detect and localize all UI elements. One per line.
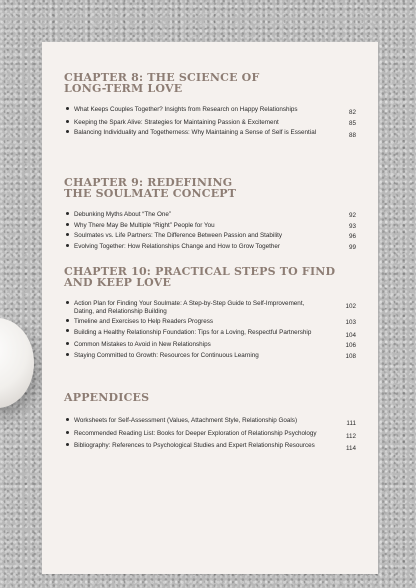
toc-entry[interactable] bbox=[64, 119, 356, 128]
entry-title: Common Mistakes to Avoid in New Relationships bbox=[74, 341, 211, 349]
section-heading: APPENDICES bbox=[64, 391, 150, 404]
entry-title: Keeping the Spark Alive: Strategies for Maintaining Passion & Excitement bbox=[74, 118, 279, 126]
toc-entry[interactable] bbox=[64, 329, 356, 340]
chapter-10-section bbox=[64, 266, 356, 363]
bullet-icon bbox=[64, 352, 74, 360]
white-stone bbox=[0, 318, 34, 408]
toc-entry[interactable] bbox=[64, 442, 356, 453]
entry-page: 111 bbox=[346, 420, 356, 427]
section-heading: CHAPTER 10: PRACTICAL STEPS TO FIND AND KEEP LOVE bbox=[64, 265, 336, 289]
entry-page: 99 bbox=[348, 244, 356, 252]
toc-entry[interactable] bbox=[64, 352, 356, 361]
toc-list bbox=[64, 211, 356, 252]
bullet-icon bbox=[64, 243, 74, 251]
entry-title: Worksheets for Self-Assessment (Values, Attachment Style, Relationship Goals) bbox=[74, 417, 298, 424]
entry-title: Recommended Reading List: Books for Deeper Exploration of Relationship Psychology bbox=[74, 429, 317, 437]
entry-page: 104 bbox=[345, 331, 356, 339]
toc-entry[interactable] bbox=[64, 222, 356, 231]
section-heading: CHAPTER 8: THE SCIENCE OF LONG-TERM LOVE bbox=[64, 71, 260, 95]
entry-title: Bibliography: References to Psychological Studies and Expert Relationship Resources bbox=[74, 442, 315, 450]
appendices-section bbox=[64, 392, 356, 455]
toc-entry[interactable] bbox=[64, 417, 356, 428]
entry-page: 108 bbox=[345, 353, 356, 361]
entry-page: 114 bbox=[345, 445, 356, 453]
bullet-icon bbox=[64, 300, 74, 316]
toc-entry[interactable] bbox=[64, 106, 356, 117]
toc-entry[interactable] bbox=[64, 129, 356, 140]
entry-title: Action Plan for Finding Your Soulmate: A Step-by-Step Guide to Self-Improvement, Dating, and Relationship Building bbox=[74, 300, 305, 316]
entry-title: Soulmates vs. Life Partners: The Difference Between Passion and Stability bbox=[74, 232, 283, 240]
entry-page: 93 bbox=[348, 222, 356, 230]
toc-list bbox=[64, 417, 356, 454]
bullet-icon bbox=[64, 417, 74, 425]
toc-entry[interactable] bbox=[64, 243, 356, 252]
toc-entry[interactable] bbox=[64, 211, 356, 220]
entry-title: Staying Committed to Growth: Resources for Continuous Learning bbox=[74, 352, 259, 360]
entry-page: 96 bbox=[348, 233, 356, 241]
entry-title: Building a Healthy Relationship Foundation: Tips for a Loving, Respectful Partnership bbox=[74, 328, 312, 336]
chapter-8-section bbox=[64, 72, 356, 142]
entry-page: 92 bbox=[348, 212, 356, 219]
entry-page: 106 bbox=[345, 342, 356, 350]
chapter-9-section bbox=[64, 177, 356, 254]
entry-page: 88 bbox=[348, 132, 356, 140]
toc-entry[interactable] bbox=[64, 232, 356, 241]
toc-entry[interactable] bbox=[64, 430, 356, 441]
bullet-icon bbox=[64, 129, 74, 137]
bullet-icon bbox=[64, 318, 74, 326]
entry-title: What Keeps Couples Together? Insights from Research on Happy Relationships bbox=[74, 106, 298, 113]
bullet-icon bbox=[64, 222, 74, 230]
bullet-icon bbox=[64, 442, 74, 450]
toc-entry[interactable] bbox=[64, 300, 356, 316]
toc-list bbox=[64, 300, 356, 361]
section-heading: CHAPTER 9: REDEFINING THE SOULMATE CONCEPT bbox=[64, 176, 237, 200]
entry-page: 102 bbox=[345, 303, 356, 310]
entry-title: Why There May Be Multiple “Right” People for You bbox=[74, 221, 215, 229]
bullet-icon bbox=[64, 232, 74, 240]
entry-page: 112 bbox=[345, 432, 356, 440]
entry-title: Timeline and Exercises to Help Readers Progress bbox=[74, 317, 214, 325]
bullet-icon bbox=[64, 211, 74, 219]
entry-page: 103 bbox=[345, 318, 356, 326]
entry-page: 82 bbox=[348, 109, 356, 116]
bullet-icon bbox=[64, 119, 74, 127]
toc-entry[interactable] bbox=[64, 341, 356, 350]
toc-entry[interactable] bbox=[64, 318, 356, 327]
entry-title: Debunking Myths About “The One” bbox=[74, 211, 171, 218]
entry-page: 85 bbox=[348, 119, 356, 127]
bullet-icon bbox=[64, 430, 74, 438]
bullet-icon bbox=[64, 329, 74, 337]
entry-title: Evolving Together: How Relationships Change and How to Grow Together bbox=[74, 243, 280, 251]
toc-list bbox=[64, 106, 356, 141]
bullet-icon bbox=[64, 106, 74, 114]
bullet-icon bbox=[64, 341, 74, 349]
toc-page bbox=[42, 42, 378, 574]
entry-title: Balancing Individuality and Togetherness: Why Maintaining a Sense of Self is Essential bbox=[74, 129, 317, 137]
